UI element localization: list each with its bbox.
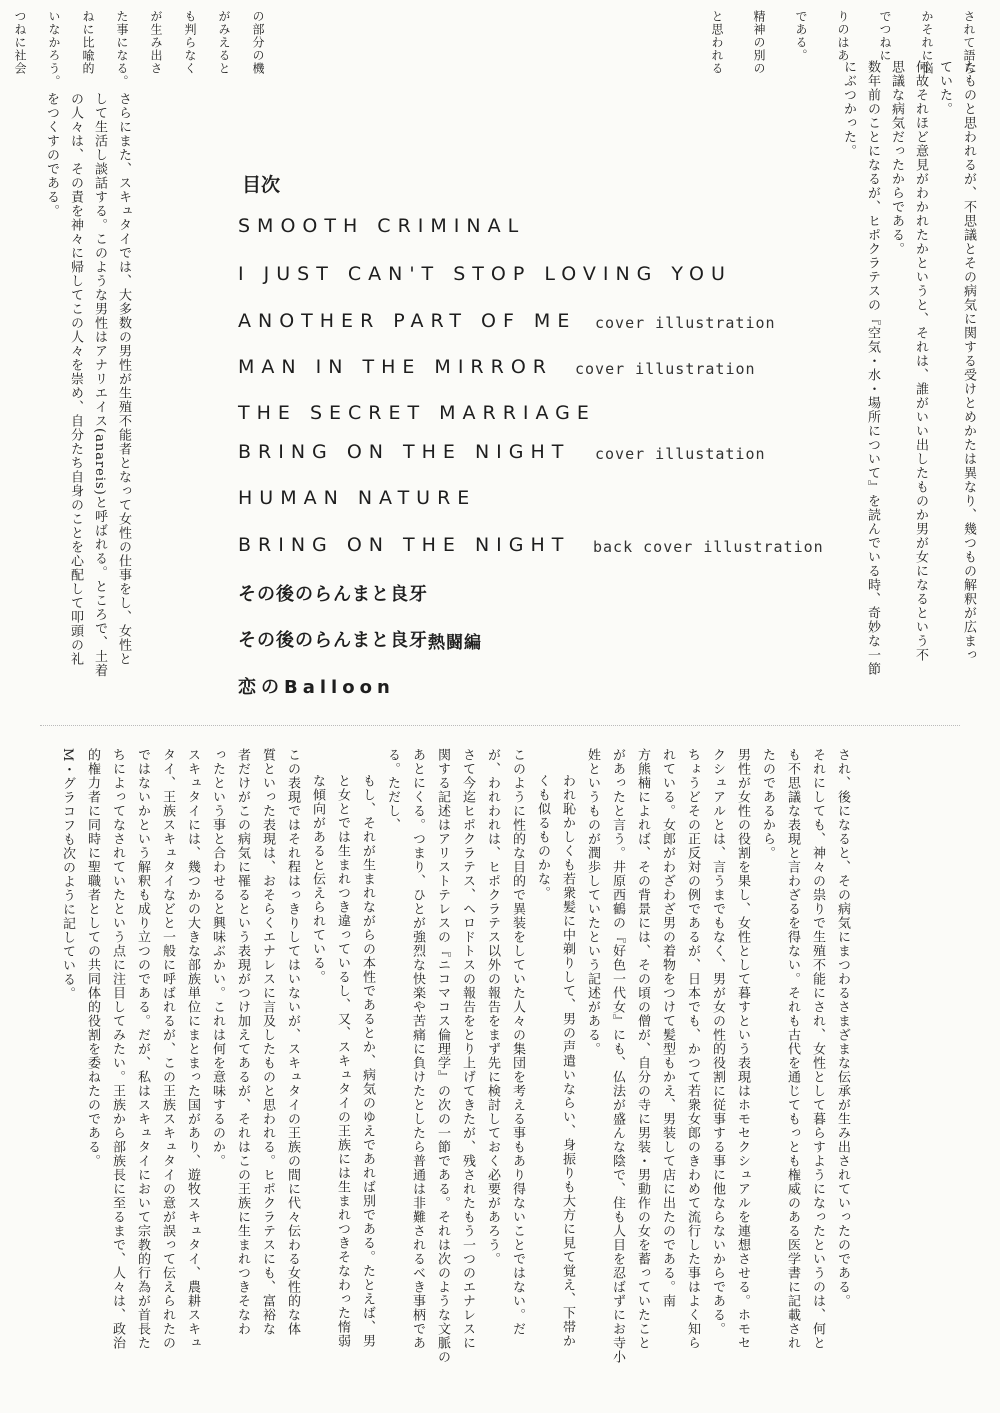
toc-title: その後のらんまと良牙 [238,630,428,651]
toc-note: back cover illustration [593,538,824,556]
toc-title: HUMAN NATURE [238,487,477,509]
toc-note: cover illustration [595,314,776,332]
toc-title: BRING ON THE NIGHT [238,534,571,556]
text-line: ではないかという解釈も成り立つのである。だが、私はスキュタイにおいて宗教的行為が首長た [135,748,150,1350]
text-line: も不思議な表現と言わざるを得ない。それも古代を通じてもっとも権威のある医学書に記載され [785,748,800,1350]
toc-note: cover illustation [595,445,766,463]
fragment-line: と思われる [710,10,724,75]
text-line: 関する記述はアリストテレスの『ニコマコス倫理学』の次の一節である。それは次のような文脈の [435,748,450,1364]
fragment-line: りのはあ [836,10,850,62]
text-line: くも似るものかな。 [535,774,550,900]
text-line: 質といった表現は、おそらくエナレスに言及したものと思われる。ヒポクラテスにも、富裕な [260,748,275,1336]
text-line: スキュタイには、幾つかの大きな部族単位にまとまった国があり、遊牧スキュタイ、農耕スキュ [185,748,200,1350]
text-line: たのであるから。 [760,748,775,860]
text-line: な傾向があると伝えられている。 [310,774,325,984]
toc-title: その後のらんまと良牙 [238,584,428,605]
text-line: され、後になると、その病気にまつわるさまざまな伝承が生み出されていったのである。 [835,748,850,1308]
toc-title: ANOTHER PART OF ME [238,310,577,332]
toc-title: BRING ON THE NIGHT [238,441,571,463]
quote-block-top-left [35,92,135,692]
text-line: 男性が女性の役割を果し、女性として暮すという表現はホモセクシュアルを連想させる。ホモセ [735,748,750,1350]
text-line: この表現ではそれ程はっきりしてはいないが、スキュタイの王族の間に代々伝わる女性的な体 [285,748,300,1336]
text-line: をつくすのである。 [44,92,59,218]
text-line: 何故それほど意見がわかれたかというと、それは、誰がいい出したものか男が女になるという不 [913,60,928,662]
fragment-line: である。 [794,10,808,62]
text-line: 方熊楠によれば、その背景には、その頃の僧が、自分の寺に男装・男動作の女を蓄っていたこと [635,748,650,1350]
text-line: さて今迄ヒポクラテス、ヘロドトスの報告をとり上げてきたが、残されたもう一つのエナレスに [460,748,475,1350]
text-line: 姓というものが潤歩していたという記述がある。 [585,748,600,1056]
fragment-line: 精神の別の [752,10,766,75]
fragment-line: かそれに悩 でつねに [878,10,934,75]
toc-title: I JUST CAN'T STOP LOVING YOU [238,263,732,285]
text-line: それにしても、神々の祟りで生殖不能にされ、女性として暮らすようになったというのは、何と [810,748,825,1350]
table-of-contents [150,170,850,710]
section-divider [40,725,960,726]
text-line: る。ただし、 [385,748,400,832]
text-block-bottom [55,748,855,1393]
text-block-top-right [830,60,980,720]
toc-title: SMOOTH CRIMINAL [238,215,526,237]
text-line: の人々は、その責を神々に帰してこの人々を崇め、自分たち自身のことを心配して叩頭の礼 [68,92,83,666]
toc-title: MAN IN THE MIRROR [238,356,553,378]
text-line: われ恥かしくも若衆髪に中剃りして、男の声遣いならい、身振りも大方に見て覚え、下帯か [560,774,575,1348]
text-line: さらにまた、スキュタイでは、大多数の男性が生殖不能者となって女性の仕事をし、女性と [116,92,131,666]
fragment-line: されて語ら [962,10,976,75]
text-line: M・グラコフも次のように記している。 [60,748,75,1001]
text-line: ちょうどその正反対の例であるが、日本でも、かつて若衆女郎のきわめて流行した事はよく知ら [685,748,700,1350]
text-line: ちによってなされていたという点に注目してみたい。王族から部族長に至るまで、人々は、政治 [110,748,125,1350]
text-line: が、われわれは、ヒポクラテス以外の報告をまず先に検討しておく必要があろう。 [485,748,500,1266]
text-line: れている。女郎がわざわざ男の着物をつけて髪型もかえ、男装して店に出たのである。南 [660,748,675,1308]
text-line: 的権力者に同時に聖職者としての共同体的役割を委ねたのである。 [85,748,100,1168]
text-line: と女とでは生まれつき違っているし、又、スキュタイの王族には生まれつきそなわった惰弱 [335,774,350,1348]
text-line: タイ、王族スキュタイなどと一般に呼ばれるが、この王族スキュタイの意が誤って伝えられたの [160,748,175,1350]
fragment-line: の部分の機 がみえると も判らなく [183,10,265,75]
text-line: 者だけがこの病気に罹るという表現がつけ加えてあるが、それはこの王族に生まれつきそなわ [235,748,250,1336]
toc-title: 恋のBalloon [238,677,395,698]
toc-title: THE SECRET MARRIAGE [238,402,596,424]
text-line: があったと言う。井原西鶴の『好色一代女』にも、仏法が盛んな陰で、住も人目を忍ばずにお寺小 [610,748,625,1364]
text-line: にぶつかった。 [841,60,856,158]
text-line: ていた。 [937,60,952,116]
toc-note: cover illustration [575,360,756,378]
text-line: もし、それが生まれながらの本性であるとか、病気のゆえであれば別である。たとえば、男 [360,774,375,1348]
text-line: クシュアルとは、言うまでもなく、男が女の性的役割に従事する事に他ならないからである。 [710,748,725,1336]
text-line: して生活し談話する。このような男性はアナリエイス(anareis)と呼ばれる。ところで、土着 [92,92,107,678]
text-line: あとにくる。つまり、ひとが強烈な快楽や苦痛に負けたとしたら普通は非難されるべき事柄であ [410,748,425,1350]
fragment-line: が生み出さ た事になる。 ねに比喩的 いなかろう。 つねに社会 [13,10,163,88]
text-line: 思議な病気だったからである。 [889,60,904,256]
text-line: たものと思われるが、不思議とその病気に関する受けとめかたは異なり、幾つもの解釈が広まっ [961,60,976,662]
text-line: ったという事と合わせると興味ぶかい。これは何を意味するのか。 [210,748,225,1168]
text-line: 数年前のことになるが、ヒポクラテスの『空気・水・場所について』を読んでいる時、奇妙な一節 [865,60,880,676]
text-line: このように性的な目的で異装をしていた人々の集団を考える事もあり得ないことではない。だ [510,748,525,1336]
toc-note: 熱闘編 [428,633,482,653]
toc-heading: 目次 [242,174,281,196]
